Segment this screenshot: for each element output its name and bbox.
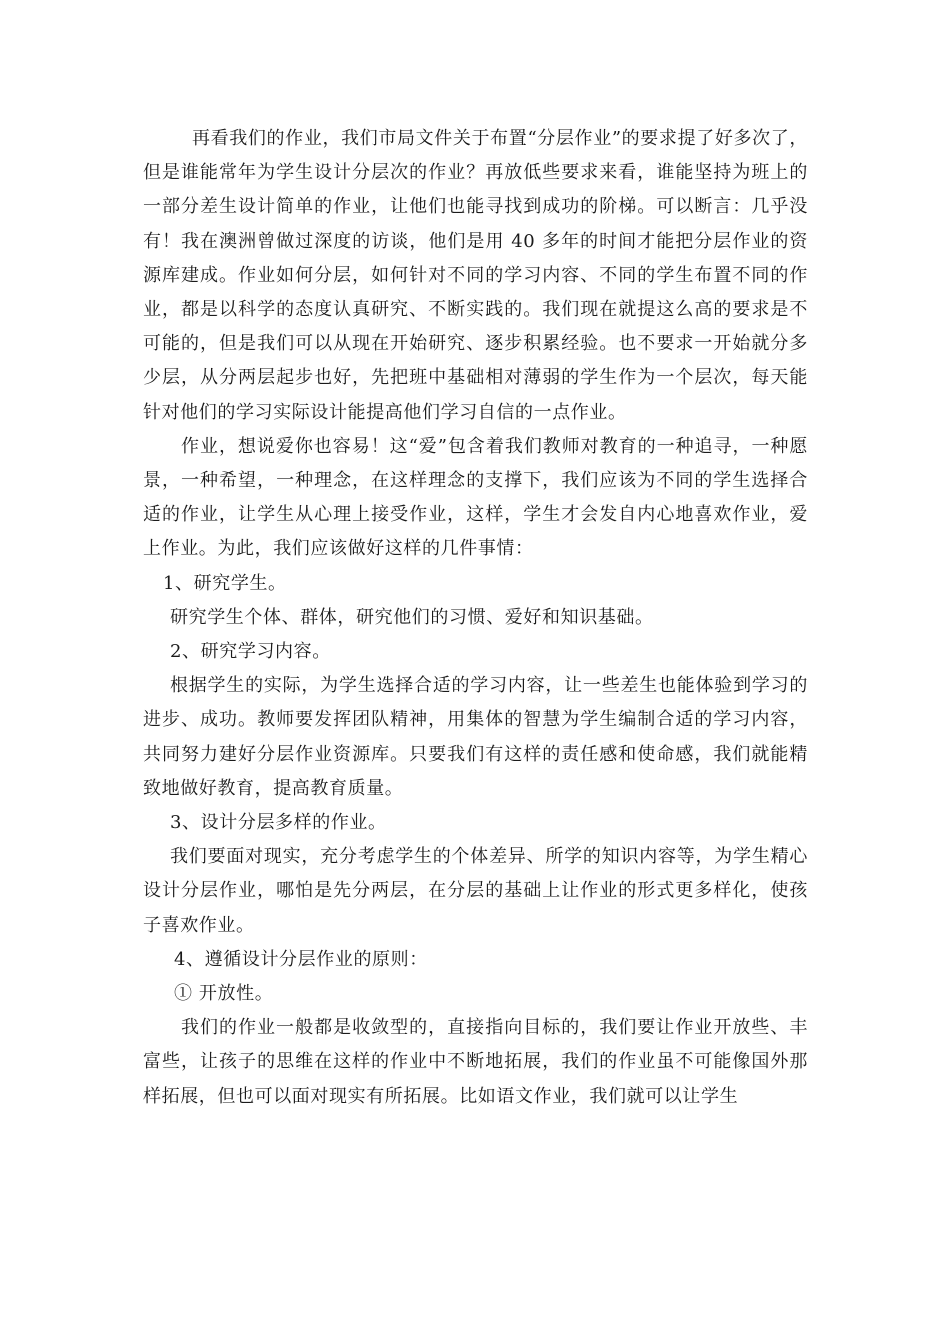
paragraph-love-homework: 作业，想说爱你也容易！这“爱”包含着我们教师对教育的一种追寻，一种愿景，一种希望，一种理念，在这样理念的支撑下，我们应该为不同的学生选择合适的作业，让学生从心理上接受作业，这样，学生才会发自内心地喜欢作业，爱上作业。为此，我们应该做好这样的几件事情：: [143, 435, 808, 560]
heading-openness: ① 开放性。: [174, 983, 274, 1005]
heading-principles: 4、遵循设计分层作业的原则：: [174, 948, 428, 970]
heading-study-content: 2、研究学习内容。: [170, 641, 331, 663]
heading-design-homework: 3、设计分层多样的作业。: [170, 812, 387, 834]
document-body: [143, 122, 808, 1114]
heading-study-students: 1、研究学生。: [163, 572, 287, 594]
paragraph-design-homework: 我们要面对现实，充分考虑学生的个体差异、所学的知识内容等，为学生精心设计分层作业，哪怕是先分两层，在分层的基础上让作业的形式更多样化，使孩子喜欢作业。: [143, 846, 808, 936]
paragraph-study-students: 研究学生个体、群体，研究他们的习惯、爱好和知识基础。: [170, 606, 654, 628]
paragraph-layered-homework: 再看我们的作业，我们市局文件关于布置“分层作业”的要求提了好多次了，但是谁能常年为学生设计分层次的作业？再放低些要求来看，谁能坚持为班上的一部分差生设计简单的作业，让他们也能寻找到成功的阶梯。可以断言：几乎没有！我在澳洲曾做过深度的访谈，他们是用 40 多年的时间才能把分层作业的资源库建成。作业如何分层，如何针对不同的学习内容、不同的学生布置不同的作业，都是以科学的态度认真研究、不断实践的。我们现在就提这么高的要求是不可能的，但是我们可以从现在开始研究、逐步积累经验。也不要求一开始就分多少层，从分两层起步也好，先把班中基础相对薄弱的学生作为一个层次，每天能针对他们的学习实际设计能提高他们学习自信的一点作业。: [143, 128, 808, 423]
paragraph-openness: 我们的作业一般都是收敛型的，直接指向目标的，我们要让作业开放些、丰富些，让孩子的思维在这样的作业中不断地拓展，我们的作业虽不可能像国外那样拓展，但也可以面对现实有所拓展。比如语文作业，我们就可以让学生: [143, 1017, 808, 1107]
paragraph-study-content: 根据学生的实际，为学生选择合适的学习内容，让一些差生也能体验到学习的进步、成功。教师要发挥团队精神，用集体的智慧为学生编制合适的学习内容，共同努力建好分层作业资源库。只要我们有这样的责任感和使命感，我们就能精致地做好教育，提高教育质量。: [143, 675, 808, 799]
